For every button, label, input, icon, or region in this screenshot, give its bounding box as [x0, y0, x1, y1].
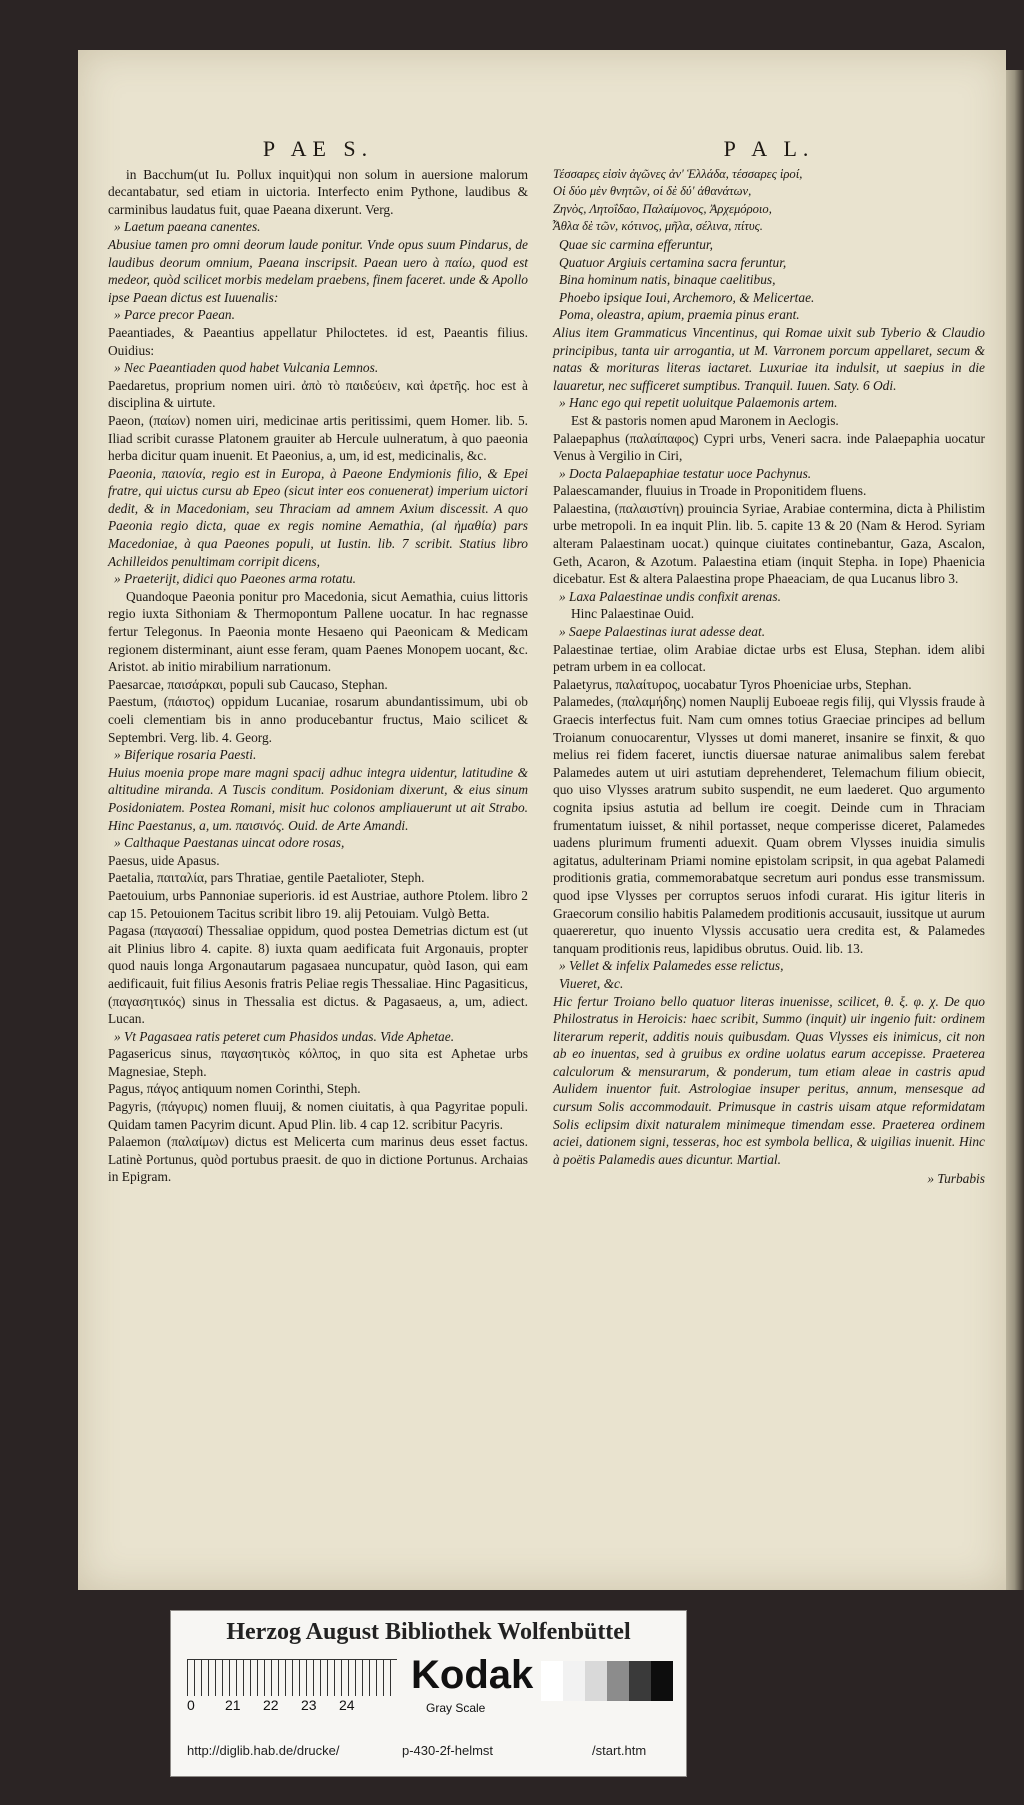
gray-swatch — [607, 1661, 629, 1701]
entry-paragraph: Viueret, &c. — [559, 975, 624, 991]
library-color-card — [170, 1610, 687, 1777]
ruler-number: 21 — [225, 1697, 241, 1713]
gray-swatch — [651, 1661, 673, 1701]
entry-paragraph: Palaestina, (παλαιστίνη) prouincia Syriae, Arabiae contermina, dicta à Philistim urbe metropoli. In ea inquit Plin. lib. 5. capite 13 & 20 (Nam & Herod. Syriam alteram Palaestinam uocat.) quinque ciuitates continebantur, Gaza, Ascalon, Geth, Acaron, & Azotum. Palaestina etiam (inquit Stepha. in Iope) Phaenicia dicebatur. Est & altera Palaestina prope Phaeaciam, de qua Lucanus libro 3. — [553, 500, 985, 587]
entry-paragraph: Hinc Palaestinae Ouid. — [571, 606, 695, 622]
entry-paragraph: » Parce precor Paean. — [114, 307, 235, 323]
entry-paragraph: Paesus, uide Apasus. — [108, 852, 220, 868]
entry-paragraph: Quae sic carmina efferuntur, — [559, 236, 713, 252]
entry-paragraph: » Saepe Palaestinas iurat adesse deat. — [559, 624, 766, 640]
card-url: http://diglib.hab.de/drucke/ — [187, 1743, 340, 1758]
entry-paragraph: Ζηνὸς, Λητοΐδαο, Παλαίμονος, Ἀρχεμόροιο, — [553, 201, 772, 216]
ruler-number: 0 — [187, 1697, 195, 1713]
entry-paragraph: Palaestinae tertiae, olim Arabiae dictae urbs est Elusa, Stephan. idem alibi petram urbem in ea collocat. — [553, 641, 985, 675]
kodak-logo: Kodak — [411, 1653, 534, 1697]
ruler-number: 23 — [301, 1697, 317, 1713]
entry-paragraph: Τέσσαρες εἰσὶν ἀγῶνες ἀν' Ἑλλάδα, τέσσαρες ἱροί, — [553, 166, 803, 181]
entry-paragraph: Pagasericus sinus, παγασητικὸς κόλπος, in quo sita est Aphetae urbs Magnesiae, Steph. — [108, 1046, 528, 1079]
entry-paragraph: Hic fertur Troiano bello quatuor literas inuenisse, scilicet, θ. ξ. φ. χ. De quo Philostratus in Heroicis: haec scribit, Summo (inquit) uir ingenio fuit: ordinem literarum reperit, additis nouis quibusdam. Quas Vlysses eis inimicus, cit non ab eo inuentas, sed à gruibus ex ordine uolatus earum accepisse. Praeterea calculorum & mensurarum, & ponderum, tum etiam aleae in castris apud Aulidem inuentor fuit. Astrologiae insuper peritus, annum, mensesque ad cursum Solis accommodauit. Primusque in castris uisam atque reformidatam Solis eclipsim dixit naturalem minimeque timendam esse. Praeterea ordinem aciei, dationem signi, tesseras, hoc est symbola bellica, & uigilias inuenit. Hinc à poëtis Palamedis aues dicuntur. Martial. — [553, 993, 985, 1167]
entry-paragraph: Paetalia, παιταλία, pars Thratiae, gentile Paetalioter, Steph. — [108, 870, 425, 886]
entry-paragraph: Paedaretus, proprium nomen uiri. ἀπὸ τὸ παιδεύειν, καὶ ἀρετῆς. hoc est à disciplina & uirtute. — [108, 377, 528, 411]
entry-paragraph: Paeantiades, & Paeantius appellatur Philoctetes. id est, Paeantis filius. Ouidius: — [108, 324, 528, 358]
entry-paragraph: Paestum, (πάιστος) oppidum Lucaniae, rosarum abundantissimum, ubi ob coeli clementiam bis in anno producebantur fructus, Maio scilicet & Septembri. Verg. lib. 4. Georg. — [108, 694, 528, 745]
entry-paragraph: » Vt Pagasaea ratis peteret cum Phasidos undas. Vide Aphetae. — [114, 1028, 455, 1044]
entry-paragraph: Paeonia, παιονία, regio est in Europa, à Paeone Endymionis filio, & Epei fratre, qui uictus cursu ab Epeo (sicut inter eos conuenerat) imperium uictori dedit, & in Macedoniam, seu Thraciam ad amnem Axium discessit. A quo Paeonia regio dicta, quae ex regis nomine Aemathia, (al ἠμαθία) pars Macedoniae, à qua Paeones populi, ut Iustin. lib. 7 scribit. Statius libro Achilleidos penultimam corripit dicens, — [108, 465, 528, 569]
entry-paragraph: Paeon, (παίων) nomen uiri, medicinae artis peritissimi, quem Homer. lib. 5. Iliad scribit curasse Platonem grauiter ab Hercule uulneratum, à quo paeonia herba dicitur quam inuenit. Et Paeonius, a, um, id est, medicinalis, &c. — [108, 412, 528, 464]
entry-paragraph: Phoebo ipsique Ioui, Archemoro, & Melicertae. — [559, 289, 815, 305]
entry-paragraph: Huius moenia prope mare magni spacij adhuc integra uidentur, latitudine & altitudine miranda. A Tuscis conditum. Posidoniam dixerunt, & eius sinum Posidoniatem. Postea Romani, misit huc colonos ampliauerunt ut ait Strabo. Hinc Paestanus, a, um. παισινός. Ouid. de Arte Amandi. — [108, 764, 528, 833]
gray-swatch — [541, 1661, 563, 1701]
entry-paragraph: » Nec Paeantiaden quod habet Vulcania Lemnos. — [114, 360, 379, 376]
catchword: » Turbabis — [927, 1171, 985, 1187]
entry-paragraph: Οἱ δύο μὲν θνητῶν, οἱ δὲ δύ' ἀθανάτων, — [553, 184, 752, 199]
entry-paragraph: » Laxa Palaestinae undis confixit arenas. — [559, 588, 781, 604]
gray-scale-label: Gray Scale — [426, 1701, 486, 1715]
entry-paragraph: Palaepaphus (παλαίπαφος) Cypri urbs, Veneri sacra. inde Palaepaphia uocatur Venus à Vergilio in Ciri, — [553, 430, 985, 464]
left-column-text — [108, 166, 528, 1186]
entry-paragraph: Quandoque Paeonia ponitur pro Macedonia, sicut Aemathia, cuius littoris regio iuxta Sithoniam & Thermopontum Pallene uocatur. In hac regnasse fertur Telegonus. In Paeonia monte Hesaeno qui Paeonicam & Medicam regionem disterminant, aiunt esse feram, quam Paenes Monopem uocant, &c. Aristot. ab initio mirabilium narrationum. — [108, 588, 528, 675]
running-head-right: P A L. — [723, 136, 815, 161]
entry-paragraph: Alius item Grammaticus Vincentinus, qui Romae uixit sub Tyberio & Claudio principibus, tanta uir arrogantia, ut M. Varronem porcum appellaret, secum & natas & morituras literas iactaret. Luxuriae ita indulsit, ut saepius in die lauaretur, nec sufficeret sumptibus. Tranquil. Iuuen. Saty. 6 Odi. — [553, 324, 985, 393]
gray-swatch — [629, 1661, 651, 1701]
card-title: Herzog August Bibliothek Wolfenbüttel — [226, 1619, 631, 1645]
entry-paragraph: Est & pastoris nomen apud Maronem in Aeclogis. — [571, 412, 839, 428]
book-page — [78, 50, 1006, 1590]
card-start: /start.htm — [592, 1743, 647, 1758]
ruler-number: 22 — [263, 1697, 279, 1713]
entry-paragraph: Paetouium, urbs Pannoniae superioris. id est Austriae, authore Ptolem. libro 2 cap 15. Petouionem Tacitus scribit libro 19. alij Petouiam. Vulgò Betta. — [108, 887, 528, 921]
entry-paragraph: » Docta Palaepaphiae testatur uoce Pachynus. — [559, 465, 812, 481]
running-head-left: P AE S. — [262, 136, 374, 161]
card-id: p-430-2f-helmst — [402, 1743, 494, 1758]
entry-paragraph: Pagus, πάγος antiquum nomen Corinthi, Steph. — [108, 1081, 361, 1097]
entry-paragraph: Paesarcae, παισάρκαι, populi sub Caucaso, Stephan. — [108, 676, 388, 692]
right-column-text — [553, 166, 985, 1169]
entry-paragraph: » Biferique rosaria Paesti. — [114, 747, 257, 763]
entry-paragraph: Palaetyrus, παλαίτυρος, uocabatur Tyros Phoeniciae urbs, Stephan. — [553, 676, 912, 692]
entry-paragraph: Pagasa (παγασαί) Thessaliae oppidum, quod postea Demetrias dictum est (ut ait Plinius libro 4. capite. 8) iuxta quam aedificata fuit Argonauis, propter quod nauis longa Argonautarum pagasaea nuncupatur, quòd Iason, qui eam aedificauit, fuit filius Aesonis fratris Peliae regis Thessaliae. Hinc Pagasiticus, (παγασητικός) sinus in Thessalia est dictus. & Pagasaeus, a, um, adiect. Lucan. — [108, 923, 528, 1027]
ruler-number: 24 — [339, 1697, 355, 1713]
entry-paragraph: » Calthaque Paestanas uincat odore rosas, — [114, 835, 345, 851]
entry-paragraph: » Praeterijt, didici quo Paeones arma rotatu. — [114, 571, 356, 587]
entry-paragraph: Palaemon (παλαίμων) dictus est Melicerta cum marinus deus esset factus. Latinè Portunus, quòd portubus praesit. de quo in dictione Portunus. Archaias in Epigram. — [108, 1134, 528, 1185]
entry-paragraph: Poma, oleastra, apium, praemia pinus erant. — [559, 307, 800, 323]
right-column — [553, 136, 985, 1188]
gray-swatch — [563, 1661, 585, 1701]
entry-paragraph: » Vellet & infelix Palamedes esse relictus, — [559, 958, 784, 974]
entry-paragraph: Palaescamander, fluuius in Troade in Proponitidem fluens. — [553, 483, 867, 499]
left-column — [108, 136, 528, 1186]
entry-paragraph: Abusiue tamen pro omni deorum laude ponitur. Vnde opus suum Pindarus, de laudibus deorum omnium, Paeana inscripsit. Paean uero à παίω, quod est medeor, quòd scilicet morbis medelam praebens, finem faceret. unde & Apollo ipse Paean dictus est Iuuenalis: — [108, 236, 528, 305]
entry-paragraph: » Hanc ego qui repetit uoluitque Palaemonis artem. — [559, 395, 838, 411]
entry-paragraph: in Bacchum(ut Iu. Pollux inquit)qui non solum in auersione malorum decantabatur, sed etiam in uictoria. Interfecto enim Pythone, laudibus & carminibus laudatus fuit, quae Paeana dixerunt. Verg. — [108, 166, 528, 217]
entry-paragraph: Bina hominum natis, binaque caelitibus, — [559, 272, 776, 288]
measurement-ruler — [187, 1659, 397, 1696]
entry-paragraph: Ἆθλα δὲ τῶν, κότινος, μῆλα, σέλινα, πίτυς. — [553, 219, 763, 234]
entry-paragraph: Quatuor Argiuis certamina sacra feruntur, — [559, 254, 787, 270]
entry-paragraph: » Laetum paeana canentes. — [114, 219, 261, 235]
ruler-numbers — [187, 1697, 407, 1713]
entry-paragraph: Pagyris, (πάγυρις) nomen fluuij, & nomen ciuitatis, à qua Pagyritae populi. Quidam tamen Pacyrim dicunt. Apud Plin. lib. 4 cap 12. scribitur Pacyris. — [108, 1099, 528, 1132]
gray-swatch — [585, 1661, 607, 1701]
entry-paragraph: Palamedes, (παλαμήδης) nomen Nauplij Euboeae regis filij, qui Vlyssis fraude à Graecis interfectus fuit. Nam cum omnes totius Graeciae principes ad bellum Troianum conuocarentur, Vlysses ut domi maneret, insanire se finxit, & quo melius rei fidem faceret, iunctis diuersae naturae animalibus salem ferebat Palamedes autem ut uiri astutiam deprehenderet, Telemachum filium obiecit, quo uiso Vlysses aratrum subito suspendit, ne eum laederet. Quo argumento cognita ipsius astutia ad bellum ire coegit. Deinde cum in Thraciam frumentatum iuisset, & nihil portasset, neque comperisse diceret, Palamedes uadens plurimum frumenti aduexit. Quam obrem Vlysses inuidia simulis agitatus, adulterinam Priami nomine epistolam scripsit, in qua agebat Palamedi proditionis gratia, commemorabatque secretum auri pondus esse transmissum. quod ipse Vlysses per corruptos seruos infodi curarat. His igitur literis in Graecorum consilio habitis Palamedem proditionis accusauit, iussitque ut aurum quaereretur, quo inuento Vlyssis accusatio uera credita est, & Palamedes tanquam proditionis reus, lapidibus obrutus. Ouid. lib. 13. — [553, 694, 985, 956]
